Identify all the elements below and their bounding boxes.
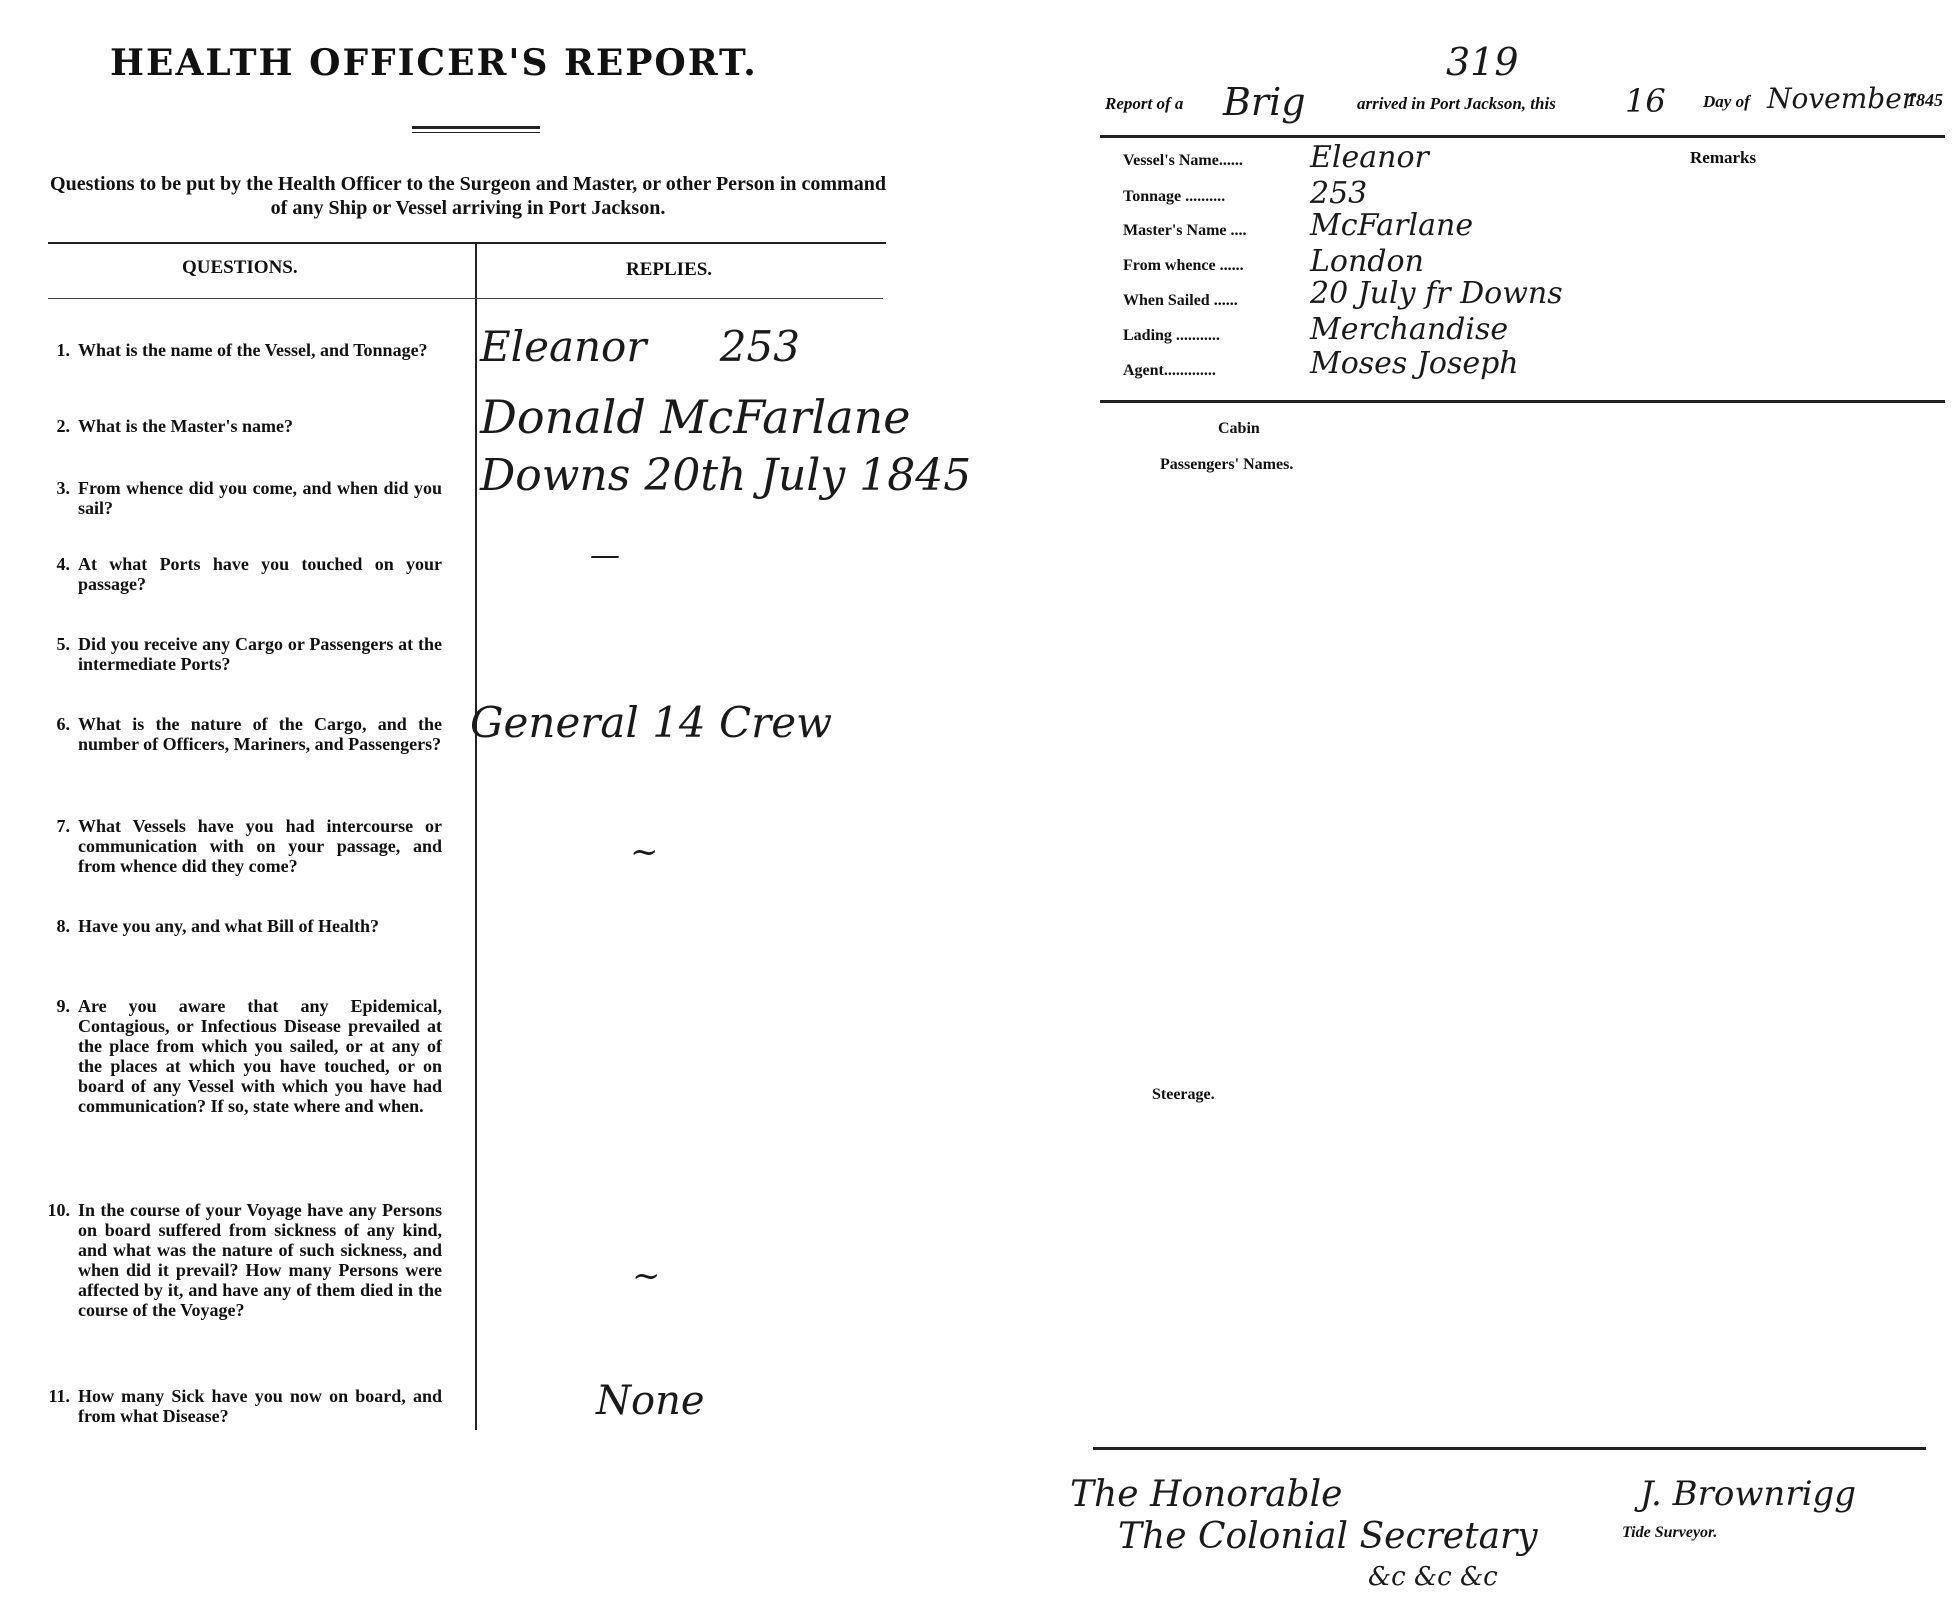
reply-2: Donald McFarlane xyxy=(480,390,911,444)
question-4 xyxy=(22,554,442,594)
report-title: HEALTH OFFICER'S REPORT. xyxy=(110,42,758,84)
question-number: 5. xyxy=(56,634,70,654)
question-number: 1. xyxy=(56,340,70,360)
addressee-line-1: The Honorable xyxy=(1070,1474,1343,1515)
tide-surveyor-label: Tide Surveyor. xyxy=(1622,1524,1718,1541)
reply-3: Downs 20th July 1845 xyxy=(480,450,972,501)
field-agent-value: Moses Joseph xyxy=(1310,346,1519,381)
field-vessel-name-label: Vessel's Name...... xyxy=(1123,152,1243,169)
field-from-value: London xyxy=(1310,244,1424,279)
question-number: 6. xyxy=(56,714,70,734)
vessel-type-handwritten: Brig xyxy=(1223,80,1306,124)
steerage-label: Steerage. xyxy=(1152,1086,1215,1103)
question-number: 2. xyxy=(56,416,70,436)
header-bottom-rule xyxy=(48,298,883,299)
reply-1: Eleanor 253 xyxy=(480,322,800,371)
question-number: 10. xyxy=(47,1200,70,1220)
question-7 xyxy=(22,816,442,876)
question-text: Did you receive any Cargo or Passengers at the intermediate Ports? xyxy=(78,634,442,674)
question-1 xyxy=(22,340,442,360)
question-2 xyxy=(22,416,442,436)
question-number: 4. xyxy=(56,554,70,574)
question-text: In the course of your Voyage have any Persons on board suffered from sickness of any kind, and what was the nature of such sickness, and when did it prevail? How many Persons were affected by it, and have any of them died in the course of the Voyage? xyxy=(78,1200,442,1320)
addressee-line-3: &c &c &c xyxy=(1368,1562,1498,1592)
year-label: 1845 xyxy=(1907,90,1943,110)
report-header-line xyxy=(1105,78,1945,128)
question-9 xyxy=(22,996,442,1116)
question-text: Have you any, and what Bill of Health? xyxy=(78,916,380,936)
question-number: 11. xyxy=(48,1386,70,1406)
arrived-label: arrived in Port Jackson, this xyxy=(1357,94,1556,113)
table-top-rule xyxy=(48,242,886,244)
question-text: What Vessels have you had intercourse or communication with on your passage, and from whence did they come? xyxy=(78,816,442,876)
title-underline-thin xyxy=(412,132,540,133)
surveyor-signature: J. Brownrigg xyxy=(1640,1474,1856,1514)
question-10 xyxy=(22,1200,442,1320)
field-vessel-name-value: Eleanor xyxy=(1310,140,1429,175)
field-sailed-value: 20 July fr Downs xyxy=(1310,276,1563,311)
questions-header: QUESTIONS. xyxy=(182,257,298,278)
intro-text: Questions to be put by the Health Officer to the Surgeon and Master, or other Person in command of any Ship or Vessel arriving in Port Jackson. xyxy=(50,173,886,219)
field-tonnage-label: Tonnage .......... xyxy=(1123,188,1226,205)
table-vertical-rule xyxy=(475,242,477,1430)
day-of-label: Day of xyxy=(1703,92,1750,111)
reply-4: — xyxy=(590,538,620,573)
remarks-label: Remarks xyxy=(1690,148,1757,167)
cabin-label: Cabin xyxy=(1218,420,1260,437)
signature-rule xyxy=(1093,1447,1926,1450)
question-text: What is the Master's name? xyxy=(78,416,293,436)
question-number: 3. xyxy=(56,478,70,498)
reply-6: General 14 Crew xyxy=(470,698,833,747)
question-text: What is the nature of the Cargo, and the number of Officers, Mariners, and Passengers? xyxy=(78,714,442,754)
field-lading-label: Lading ........... xyxy=(1123,327,1220,344)
report-number: 319 xyxy=(1446,40,1519,84)
reply-11: None xyxy=(596,1378,705,1424)
question-number: 9. xyxy=(56,996,70,1016)
question-number: 8. xyxy=(56,916,70,936)
passengers-names-label: Passengers' Names. xyxy=(1160,456,1294,473)
addressee-line-2: The Colonial Secretary xyxy=(1118,1516,1538,1557)
field-sailed-label: When Sailed ...... xyxy=(1123,292,1238,309)
field-from-label: From whence ...... xyxy=(1123,257,1244,274)
day-handwritten: 16 xyxy=(1625,82,1666,120)
field-master-value: McFarlane xyxy=(1310,208,1474,243)
question-text: What is the name of the Vessel, and Tonnage? xyxy=(78,340,428,360)
question-text: From whence did you come, and when did you sail? xyxy=(78,478,442,518)
month-handwritten: November xyxy=(1767,82,1916,115)
replies-header: REPLIES. xyxy=(626,259,713,280)
field-master-label: Master's Name .... xyxy=(1123,222,1247,239)
question-6 xyxy=(22,714,442,754)
title-underline xyxy=(412,126,540,129)
question-11 xyxy=(22,1386,442,1426)
header-rule-top xyxy=(1100,135,1945,138)
question-text: How many Sick have you now on board, and from what Disease? xyxy=(78,1386,442,1426)
field-tonnage-value: 253 xyxy=(1310,176,1368,211)
question-5 xyxy=(22,634,442,674)
question-text: Are you aware that any Epidemical, Contagious, or Infectious Disease prevailed at the place from which you sailed, or at any of the places at which you have touched, or on board of any Vessel with which you have had communication? If so, state where and when. xyxy=(78,996,442,1116)
question-number: 7. xyxy=(56,816,70,836)
question-text: At what Ports have you touched on your passage? xyxy=(78,554,442,594)
reply-7: ~ xyxy=(630,832,659,872)
question-3 xyxy=(22,478,442,518)
reply-10: ~ xyxy=(632,1256,661,1296)
report-of-a-label: Report of a xyxy=(1105,94,1184,113)
field-lading-value: Merchandise xyxy=(1310,312,1509,347)
field-agent-label: Agent............. xyxy=(1123,362,1216,379)
question-8 xyxy=(22,916,442,936)
fields-rule-bottom xyxy=(1100,400,1945,403)
